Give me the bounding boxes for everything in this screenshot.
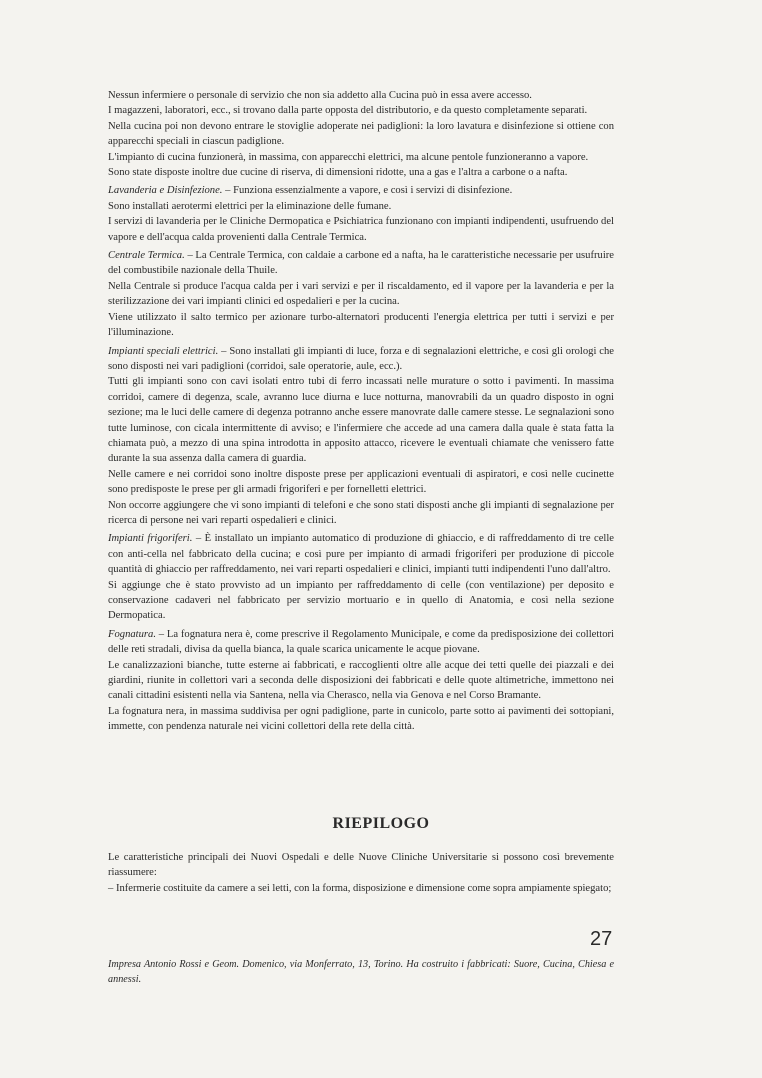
paragraph: [108, 119, 614, 150]
body-text: [108, 88, 614, 735]
paragraph-text: Nella Centrale si produce l'acqua calda per i vari servizi e per il riscaldamento, ed il vapore per la lavanderia e per la sterilizzazione dei vari impianti clinici ed ospedalieri e per la cucina.: [108, 280, 614, 308]
paragraph-text: – La Centrale Termica, con caldaie a carbone ed a nafta, ha le caratteristiche necessarie per usufruire del combustibile nazionale della Thuile.: [108, 250, 615, 277]
paragraph: [108, 214, 614, 245]
paragraph-text: Sono state disposte inoltre due cucine di riserva, di dimensioni ridotte, una a gas e l'altra a carbone o a nafta.: [108, 167, 568, 179]
paragraph-text: Le canalizzazioni bianche, tutte esterne ai fabbricati, e raccoglienti oltre alle acque dei tetti quelle dei piazzali e dei giardini, riunite in collettori vari a seconda delle disposizioni dei fabbricati e delle quote altimetriche, immettono nei canali cittadini esistenti nella via Santena, nella via Cherasco, nella via Genova e nel Corso Bramante.: [108, 659, 614, 702]
paragraph-impianti-elettrici: [108, 344, 614, 375]
footer-caption: Impresa Antonio Rossi e Geom. Domenico, via Monferrato, 13, Torino. Ha costruito i fabbricati: Suore, Cucina, Chiesa e annessi.: [108, 959, 614, 985]
page-number: 27: [590, 928, 613, 950]
summary-paragraph: Le caratteristiche principali dei Nuovi Ospedali e delle Nuove Cliniche Universitarie si possono così brevemente riassumere:: [108, 852, 614, 879]
paragraph-text: Sono installati aerotermi elettrici per la eliminazione delle fumane.: [108, 200, 392, 212]
paragraph-centrale-termica: [108, 248, 614, 279]
paragraph: [108, 467, 614, 498]
paragraph-text: Nelle camere e nei corridoi sono inoltre disposte prese per applicazioni eventuali di aspiratori, e così nelle cucinette sono predisposte le prese per gli armadi frigoriferi e per fornelletti elettrici.: [108, 468, 614, 496]
paragraph: [108, 578, 614, 624]
paragraph-text: – La fognatura nera è, come prescrive il Regolamento Municipale, e come da predisposizione dei collettori delle reti stradali, divisa da quella bianca, la quale scarica unicamente le acque piovane.: [108, 628, 614, 656]
paragraph-heading: Centrale Termica.: [108, 250, 185, 262]
paragraph-text: Si aggiunge che è stato provvisto ad un impianto per raffreddamento di celle (con ventilazione) per deposito e conservazione cadaveri nel fabbricato per servizio mortuario e in quello di Anatomia, e così nella sezione Dermopatica.: [108, 579, 614, 622]
paragraph-text: I servizi di lavanderia per le Cliniche Dermopatica e Psichiatrica funzionano con impianti indipendenti, usufruendo del vapore e dell'acqua calda provenienti dalla Centrale Termica.: [108, 216, 614, 243]
paragraph-text: Tutti gli impianti sono con cavi isolati entro tubi di ferro incassati nelle murature o sotto i pavimenti. In massima corridoi, camere di degenza, scale, avranno luce diurna e luce notturna, manovrabili da un quadro disposto in ogni sezione; ma le luci delle camere di degenza potranno anche essere manovrate dalle camere stesse. Le segnalazioni sono tutte luminose, con cicala intermittente di avviso; e l'infermiere che accede ad una camera dalla quale è stata fatta la chiamata può, a mezzo di una spina introdotta in apposito attacco, ricevere le eventuali chiamate che venissero fatte durante la sua assenza dalla camera di guardia.: [108, 376, 614, 465]
paragraph-text: I magazzeni, laboratori, ecc., si trovano dalla parte opposta del distributorio, e da questo completamente separati.: [108, 105, 588, 117]
summary-paragraph: – Infermerie costituite da camere a sei letti, con la forma, disposizione e dimensione come sopra ampiamente spiegato;: [108, 882, 612, 894]
paragraph-text: La fognatura nera, in massima suddivisa per ogni padiglione, parte in cunicolo, parte sotto ai pavimenti dei sottopiani, immette, con pendenza naturale nei vicini collettori della rete della città.: [108, 705, 614, 733]
summary-text: [108, 850, 614, 896]
paragraph: [108, 704, 614, 735]
paragraph-heading: Impianti speciali elettrici.: [108, 345, 219, 357]
paragraph: [108, 165, 614, 180]
paragraph: [108, 103, 614, 118]
paragraph-heading: Lavanderia e Disinfezione.: [108, 185, 223, 197]
paragraph-text: – Funziona essenzialmente a vapore, e così i servizi di disinfezione.: [225, 185, 513, 197]
paragraph: [108, 199, 614, 214]
paragraph-text: Nella cucina poi non devono entrare le stoviglie adoperate nei padiglioni: la loro lavatura e disinfezione si ottiene con apparecchi speciali in ciascun padiglione.: [108, 120, 614, 148]
paragraph: [108, 374, 614, 466]
paragraph-text: Nessun infermiere o personale di servizio che non sia addetto alla Cucina può in essa avere accesso.: [108, 90, 532, 101]
paragraph-text: – È installato un impianto automatico di produzione di ghiaccio, e di raffreddamento di tre celle con anti-cella nel fabbricato della cucina; e così pure per impianto di armadi frigoriferi per produzione di piccole quantità di ghiaccio per raffreddamento, nei vari reparti ospedalieri e clinici, impianti tutti indipendenti l'uno dall'altro.: [108, 533, 614, 576]
paragraph-lavanderia: [108, 183, 614, 198]
section-heading: RIEPILOGO: [332, 815, 430, 832]
paragraph: [108, 658, 614, 704]
paragraph: [108, 498, 614, 529]
paragraph-text: – Sono installati gli impianti di luce, forza e di segnalazioni elettriche, e così gli orologi che sono disposti nei vari padiglioni (corridoi, sale operatorie, aule, ecc.).: [108, 345, 614, 372]
paragraph-text: Viene utilizzato il salto termico per azionare turbo-alternatori producenti l'energia elettrica per tutti i servizi e per l'illuminazione.: [108, 311, 614, 339]
paragraph-heading: Impianti frigoriferi.: [108, 533, 193, 545]
paragraph-fognatura: [108, 627, 614, 658]
paragraph: [108, 150, 614, 165]
paragraph-impianti-frigoriferi: [108, 531, 614, 577]
paragraph-heading: Fognatura.: [108, 628, 156, 640]
paragraph: [108, 279, 614, 310]
paragraph: [108, 310, 614, 341]
paragraph-text: Non occorre aggiungere che vi sono impianti di telefoni e che sono stati disposti anche gli impianti di segnalazione per ricerca di persone nei vari reparti ospedalieri e clinici.: [108, 499, 614, 526]
paragraph-text: L'impianto di cucina funzionerà, in massima, con apparecchi elettrici, ma alcune pentole funzioneranno a vapore.: [108, 151, 589, 163]
paragraph: [108, 88, 614, 103]
